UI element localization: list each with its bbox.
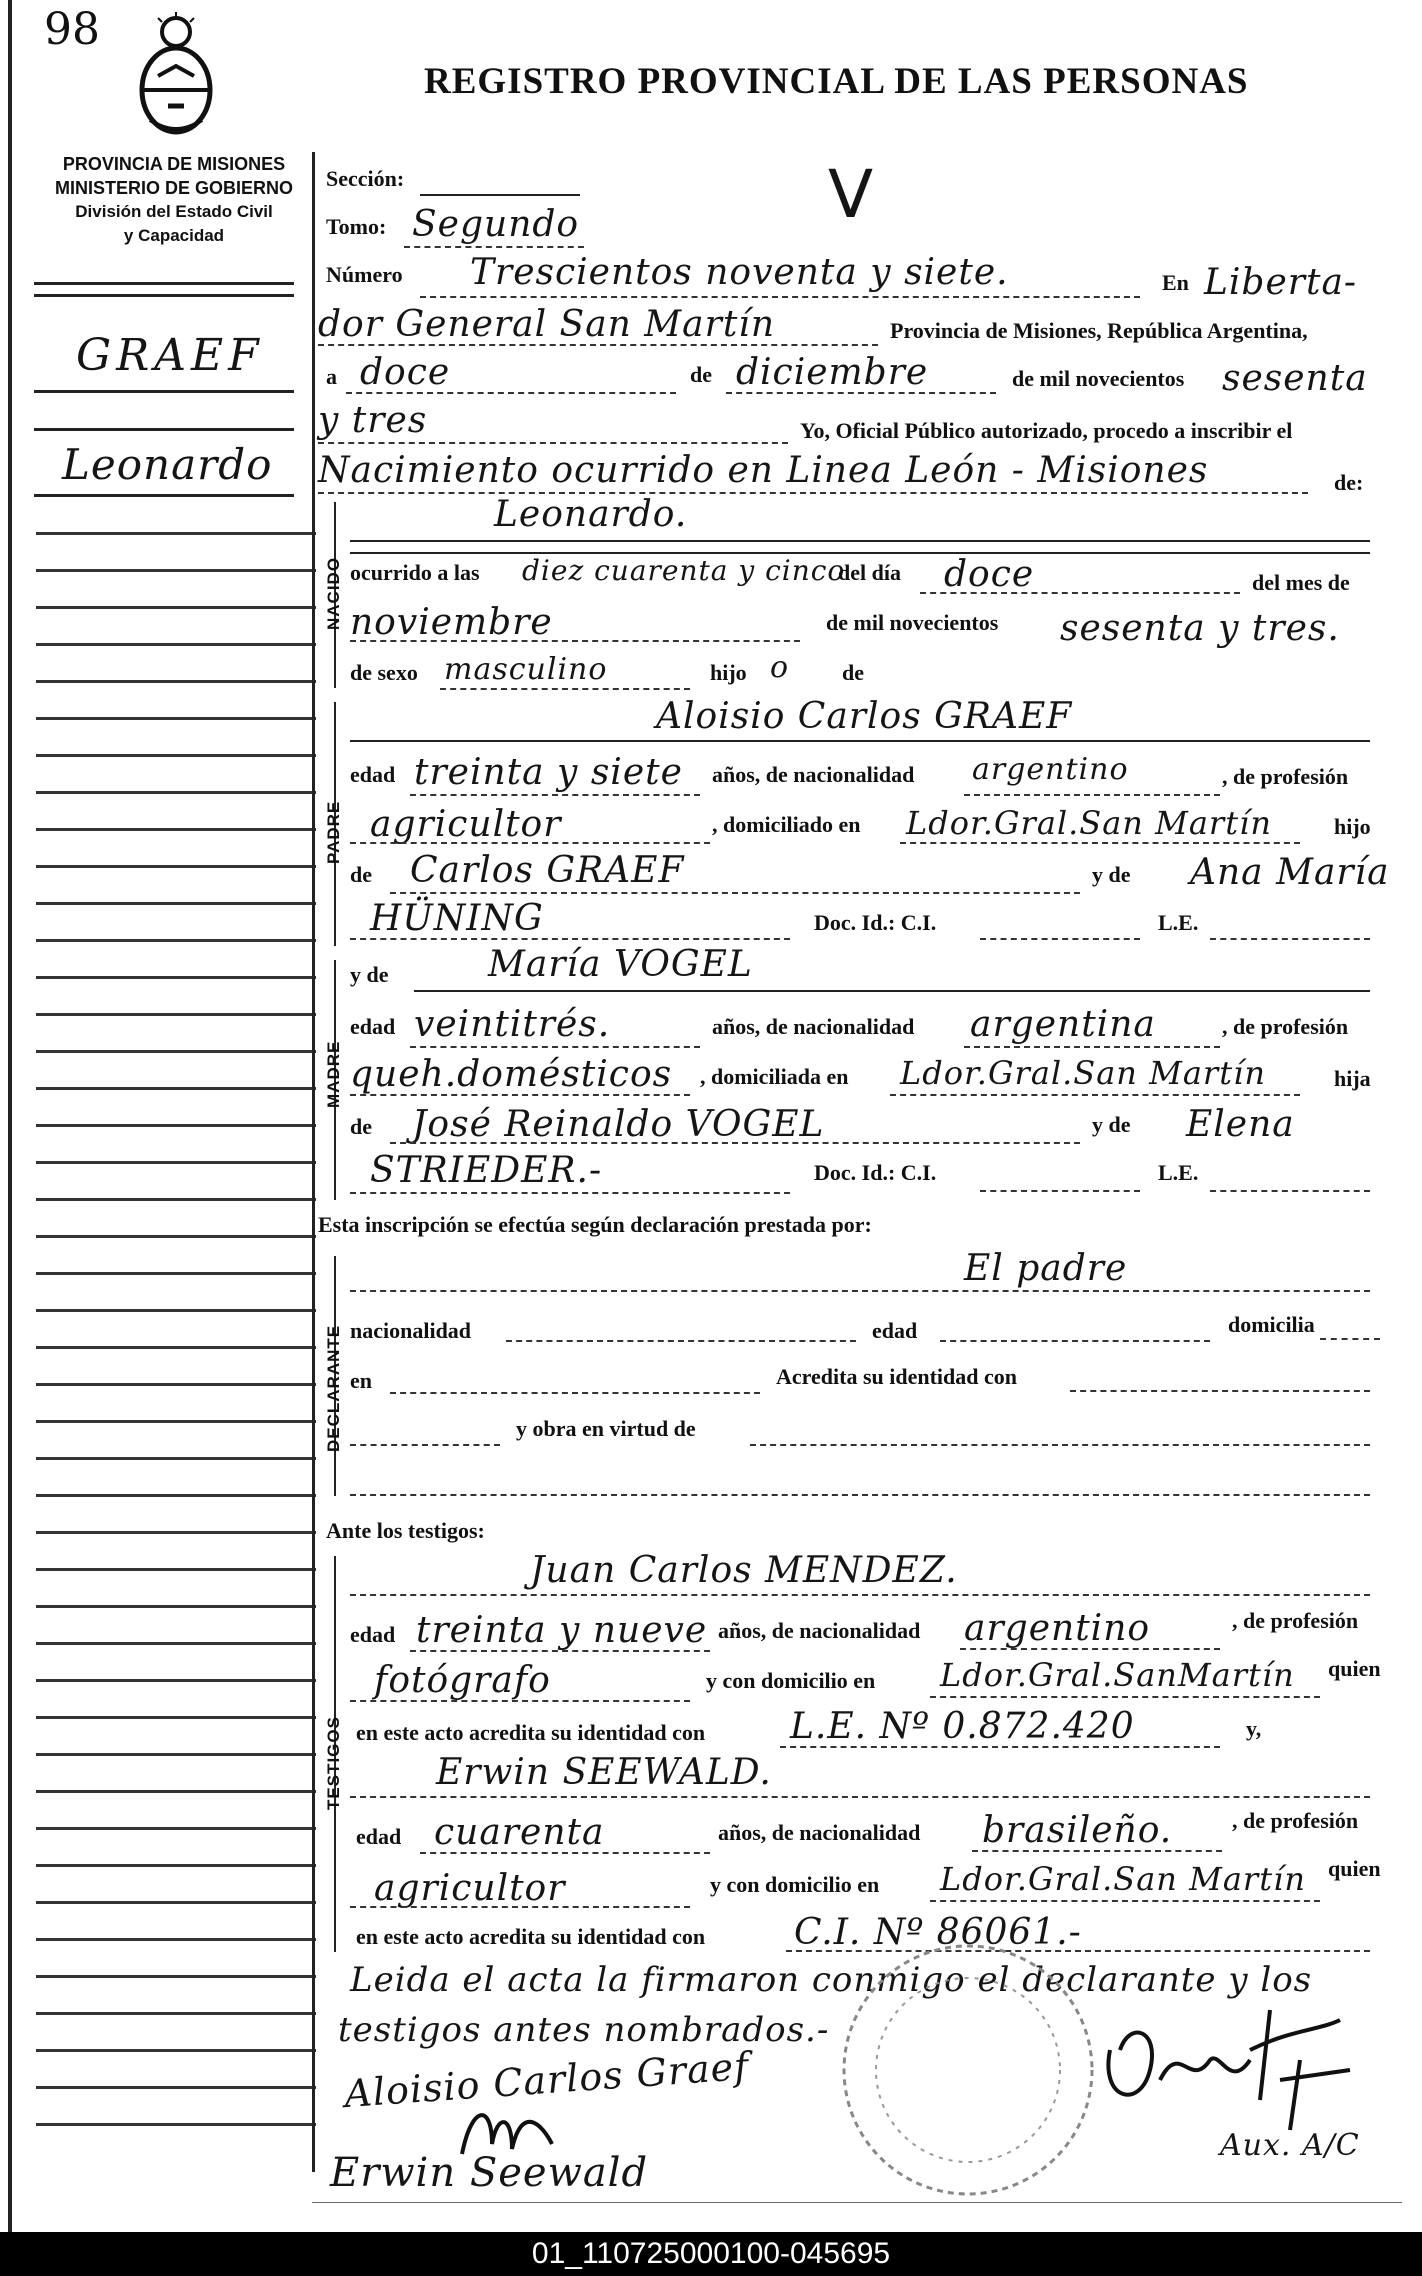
label-en: En bbox=[1162, 270, 1189, 295]
margin-rule bbox=[34, 390, 294, 393]
t1-nac: argentino bbox=[964, 1608, 1151, 1649]
signature-official bbox=[1090, 1990, 1370, 2140]
line-nacionalidad-dec bbox=[506, 1340, 856, 1342]
value-inscribir: Nacimiento ocurrido en Linea León - Misiones bbox=[318, 450, 1209, 491]
line-numero bbox=[420, 296, 1140, 298]
label-mil: de mil novecientos bbox=[1012, 366, 1185, 391]
line-edad-dec bbox=[940, 1340, 1210, 1342]
margin-rule bbox=[34, 428, 294, 431]
label-condomicilio-t2: y con domicilio en bbox=[710, 1872, 880, 1897]
t1-prof: fotógrafo bbox=[374, 1660, 551, 1701]
label-numero: Número bbox=[326, 262, 403, 287]
label-edad-dec: edad bbox=[872, 1318, 918, 1343]
padre-madre: Ana María bbox=[1190, 852, 1390, 893]
t2-doc: C.I. Nº 86061.- bbox=[794, 1912, 1082, 1953]
line-nombre-2 bbox=[350, 552, 1370, 554]
page-number: 98 bbox=[44, 4, 100, 55]
line-obra bbox=[750, 1444, 1370, 1446]
line-madre-edad bbox=[410, 1046, 700, 1048]
label-hija: hija bbox=[1334, 1066, 1371, 1091]
line-mes-n bbox=[350, 640, 800, 642]
label-obra: y obra en virtud de bbox=[516, 1416, 696, 1441]
document-title: REGISTRO PROVINCIAL DE LAS PERSONAS bbox=[424, 61, 1249, 102]
label-ocurrido: ocurrido a las bbox=[350, 560, 480, 585]
signature-father: Aloisio Carlos Graef bbox=[342, 2043, 751, 2117]
line-sexo bbox=[440, 688, 690, 690]
line-declarante bbox=[350, 1290, 1370, 1292]
line-padre bbox=[350, 740, 1370, 742]
line-docid-madre bbox=[980, 1190, 1140, 1192]
padre-nombre: Aloisio Carlos GRAEF bbox=[656, 696, 1073, 737]
line-padre-edad bbox=[410, 794, 700, 796]
page-edge bbox=[8, 0, 12, 2232]
value-lugar: dor General San Martín bbox=[318, 304, 776, 345]
line-dia-n bbox=[920, 592, 1240, 594]
madre-prof: queh.domésticos bbox=[350, 1054, 673, 1095]
label-madre: MADRE bbox=[324, 1040, 343, 1108]
line-madre-dom bbox=[890, 1094, 1300, 1096]
label-edad-madre: edad bbox=[350, 1014, 396, 1039]
madre-nac: argentina bbox=[970, 1004, 1156, 1045]
label-prof-madre: , de profesión bbox=[1222, 1014, 1349, 1039]
line-lugar bbox=[318, 344, 878, 346]
label-declarante: DECLARANTE bbox=[324, 1324, 343, 1452]
value-nombre: Leonardo. bbox=[494, 494, 688, 535]
t1-dom: Ldor.Gral.SanMartín bbox=[940, 1656, 1295, 1694]
left-border bbox=[312, 152, 315, 2172]
padre-prof: agricultor bbox=[370, 804, 562, 845]
value-numero: Trescientos noventa y siete. bbox=[470, 252, 1009, 293]
label-testigos: TESTIGOS bbox=[324, 1716, 343, 1810]
label-de-madre: de bbox=[350, 1114, 372, 1139]
label-mil2: de mil novecientos bbox=[826, 610, 999, 635]
padre-dom: Ldor.Gral.San Martín bbox=[906, 804, 1272, 842]
line-padre-padre bbox=[390, 892, 1080, 894]
line-padre-dom bbox=[900, 842, 1300, 844]
value-sexo: masculino bbox=[444, 652, 608, 687]
label-de-colon: de: bbox=[1334, 470, 1364, 495]
label-padre: PADRE bbox=[324, 800, 343, 864]
padre-edad: treinta y siete bbox=[414, 752, 683, 793]
label-docid-padre: Doc. Id.: C.I. bbox=[814, 910, 937, 935]
padre-nac: argentino bbox=[972, 752, 1129, 787]
line-t2 bbox=[350, 1796, 1370, 1798]
value-tomo: Segundo bbox=[412, 204, 580, 245]
label-anios-t2: años, de nacionalidad bbox=[718, 1820, 921, 1845]
label-yo: Yo, Oficial Público autorizado, procedo a inscribir el bbox=[800, 418, 1293, 443]
label-del-dia: del día bbox=[838, 560, 901, 585]
label-del-mes: del mes de bbox=[1252, 570, 1350, 595]
t2-edad: cuarenta bbox=[434, 1812, 605, 1853]
padre-madre2: HÜNING bbox=[370, 898, 544, 939]
label-docid-madre: Doc. Id.: C.I. bbox=[814, 1160, 937, 1185]
label-yde-madre: y de bbox=[350, 962, 389, 987]
value-dia-n: doce bbox=[944, 554, 1035, 595]
line-t2-nac bbox=[972, 1850, 1222, 1852]
line-t2-edad bbox=[420, 1852, 710, 1854]
label-edad-padre: edad bbox=[350, 762, 396, 787]
margin-ruled-lines bbox=[36, 532, 316, 2160]
label-tomo: Tomo: bbox=[326, 214, 387, 239]
t1-edad: treinta y nueve bbox=[416, 1610, 708, 1651]
value-anio: sesenta bbox=[1222, 358, 1368, 399]
label-domiciliado: , domiciliado en bbox=[712, 812, 861, 837]
label-le-padre: L.E. bbox=[1158, 910, 1199, 935]
value-anio-n: sesenta y tres. bbox=[1060, 608, 1340, 649]
line-padre-madre2 bbox=[350, 938, 790, 940]
line-t1-edad bbox=[410, 1650, 710, 1652]
line-t2-prof bbox=[350, 1906, 690, 1908]
label-domicilia: domicilia bbox=[1228, 1312, 1315, 1337]
value-dia: doce bbox=[360, 352, 451, 393]
line-madre-nac bbox=[964, 1046, 1220, 1048]
line-t1-prof bbox=[350, 1700, 690, 1702]
label-anios-t1: años, de nacionalidad bbox=[718, 1618, 921, 1643]
label-a: a bbox=[326, 364, 337, 389]
corner-mark: V bbox=[828, 156, 876, 233]
label-edad-t1: edad bbox=[350, 1622, 396, 1647]
label-domiciliada: , domiciliada en bbox=[700, 1064, 849, 1089]
label-anios-padre: años, de nacionalidad bbox=[712, 762, 915, 787]
label-sexo: de sexo bbox=[350, 660, 418, 685]
label-enacto-t2: en este acto acredita su identidad con bbox=[356, 1924, 706, 1949]
label-esta: Esta inscripción se efectúa según declaración prestada por: bbox=[318, 1212, 872, 1237]
line-domicilia bbox=[1320, 1338, 1380, 1340]
signature-witness-2: Erwin Seewald bbox=[330, 2150, 649, 2196]
line-madre-padre bbox=[390, 1142, 1080, 1144]
label-y-comma: y, bbox=[1246, 1716, 1262, 1741]
line-t1-doc bbox=[780, 1746, 1220, 1748]
closing-line-2: testigos antes nombrados.- bbox=[338, 2010, 830, 2050]
label-yde-padre: y de bbox=[1092, 862, 1131, 887]
line-le-padre bbox=[1210, 938, 1370, 940]
value-mes-n: noviembre bbox=[350, 602, 553, 643]
label-nacionalidad-dec: nacionalidad bbox=[350, 1318, 472, 1343]
madre-madre2: STRIEDER.- bbox=[370, 1150, 603, 1191]
label-ante: Ante los testigos: bbox=[326, 1518, 485, 1543]
label-provincia: Provincia de Misiones, República Argentina, bbox=[890, 318, 1308, 343]
line-t1 bbox=[350, 1594, 1370, 1596]
value-hijo-suffix: o bbox=[770, 650, 790, 685]
bottom-rule bbox=[312, 2202, 1402, 2203]
label-anios-madre: años, de nacionalidad bbox=[712, 1014, 915, 1039]
line-t1-nac bbox=[960, 1648, 1220, 1650]
madre-dom: Ldor.Gral.San Martín bbox=[900, 1054, 1266, 1092]
label-hijo2: hijo bbox=[1334, 814, 1371, 839]
t2-prof: agricultor bbox=[374, 1868, 566, 1909]
label-de: de bbox=[690, 362, 712, 387]
line-madre-madre2 bbox=[350, 1192, 790, 1194]
line-inscribir bbox=[318, 492, 1308, 494]
t2-nac: brasileño. bbox=[982, 1810, 1173, 1851]
agency-block bbox=[40, 152, 308, 248]
margin-rule bbox=[34, 494, 294, 497]
label-enacto-t1: en este acto acredita su identidad con bbox=[356, 1720, 706, 1745]
line-dia bbox=[346, 392, 676, 394]
agency-line1: PROVINCIA DE MISIONES bbox=[62, 154, 286, 174]
coat-of-arms-seal bbox=[128, 10, 224, 138]
label-acredita: Acredita su identidad con bbox=[776, 1364, 1018, 1389]
image-id-footer: 01_110725000100-045695 bbox=[0, 2232, 1422, 2276]
margin-given-name: Leonardo bbox=[62, 440, 273, 489]
label-le-madre: L.E. bbox=[1158, 1160, 1199, 1185]
t1-nombre: Juan Carlos MENDEZ. bbox=[530, 1550, 958, 1591]
closing-line-1: Leida el acta la firmaron conmigo el declarante y los bbox=[350, 1960, 1313, 2000]
madre-edad: veintitrés. bbox=[414, 1004, 611, 1045]
agency-line4: y Capacidad bbox=[123, 226, 225, 245]
label-en-dec: en bbox=[350, 1368, 372, 1393]
line-obra-left bbox=[350, 1444, 500, 1446]
line-docid-padre bbox=[980, 938, 1140, 940]
line-padre-nac bbox=[964, 794, 1220, 796]
label-prof-padre: , de profesión bbox=[1222, 764, 1349, 789]
line-seccion bbox=[420, 194, 580, 196]
label-yde-madre2: y de bbox=[1092, 1112, 1131, 1137]
madre-nombre: María VOGEL bbox=[488, 944, 753, 985]
value-mes: diciembre bbox=[736, 352, 929, 393]
official-stamp bbox=[828, 1930, 1108, 2210]
label-de2: de bbox=[842, 660, 864, 685]
margin-rule bbox=[34, 282, 294, 285]
label-prof-t1: , de profesión bbox=[1232, 1608, 1359, 1633]
line-t2-dom bbox=[930, 1900, 1320, 1902]
line-acredita bbox=[1070, 1390, 1370, 1392]
label-prof-t2: , de profesión bbox=[1232, 1808, 1359, 1833]
label-quien-t1: quien bbox=[1328, 1656, 1381, 1681]
madre-madre: Elena bbox=[1186, 1104, 1295, 1145]
line-mes bbox=[726, 392, 996, 394]
label-quien-t2: quien bbox=[1328, 1856, 1381, 1881]
line-t1-dom bbox=[930, 1696, 1320, 1698]
agency-line3: División del Estado Civil bbox=[75, 202, 273, 221]
margin-surname: GRAEF bbox=[76, 330, 264, 381]
t1-doc: L.E. Nº 0.872.420 bbox=[790, 1706, 1135, 1747]
line-en-dec bbox=[390, 1392, 760, 1394]
label-nacido: NACIDO bbox=[324, 556, 343, 630]
label-seccion: Sección: bbox=[326, 166, 405, 191]
value-anio2: y tres bbox=[318, 400, 428, 441]
line-padre-prof bbox=[350, 842, 710, 844]
value-declarante: El padre bbox=[964, 1248, 1128, 1289]
value-hora: diez cuarenta y cinco bbox=[522, 554, 846, 587]
line-le-madre bbox=[1210, 1190, 1370, 1192]
padre-padre: Carlos GRAEF bbox=[410, 850, 685, 891]
line-dec-bottom bbox=[350, 1494, 1370, 1496]
agency-line2: MINISTERIO DE GOBIERNO bbox=[54, 178, 294, 198]
madre-padre: José Reinaldo VOGEL bbox=[412, 1104, 825, 1145]
signature-aux: Aux. A/C bbox=[1220, 2128, 1360, 2163]
label-edad-t2: edad bbox=[356, 1824, 402, 1849]
t2-dom: Ldor.Gral.San Martín bbox=[940, 1860, 1306, 1898]
value-en: Liberta- bbox=[1204, 262, 1358, 303]
line-anio2 bbox=[318, 442, 788, 444]
line-madre-prof bbox=[350, 1094, 690, 1096]
line-madre bbox=[414, 990, 1370, 992]
label-de-padre: de bbox=[350, 862, 372, 887]
label-hijo: hijo bbox=[710, 660, 747, 685]
line-tomo bbox=[404, 246, 584, 248]
label-condomicilio-t1: y con domicilio en bbox=[706, 1668, 876, 1693]
line-nombre bbox=[350, 540, 1370, 542]
margin-rule bbox=[34, 294, 294, 297]
t2-nombre: Erwin SEEWALD. bbox=[436, 1752, 772, 1793]
